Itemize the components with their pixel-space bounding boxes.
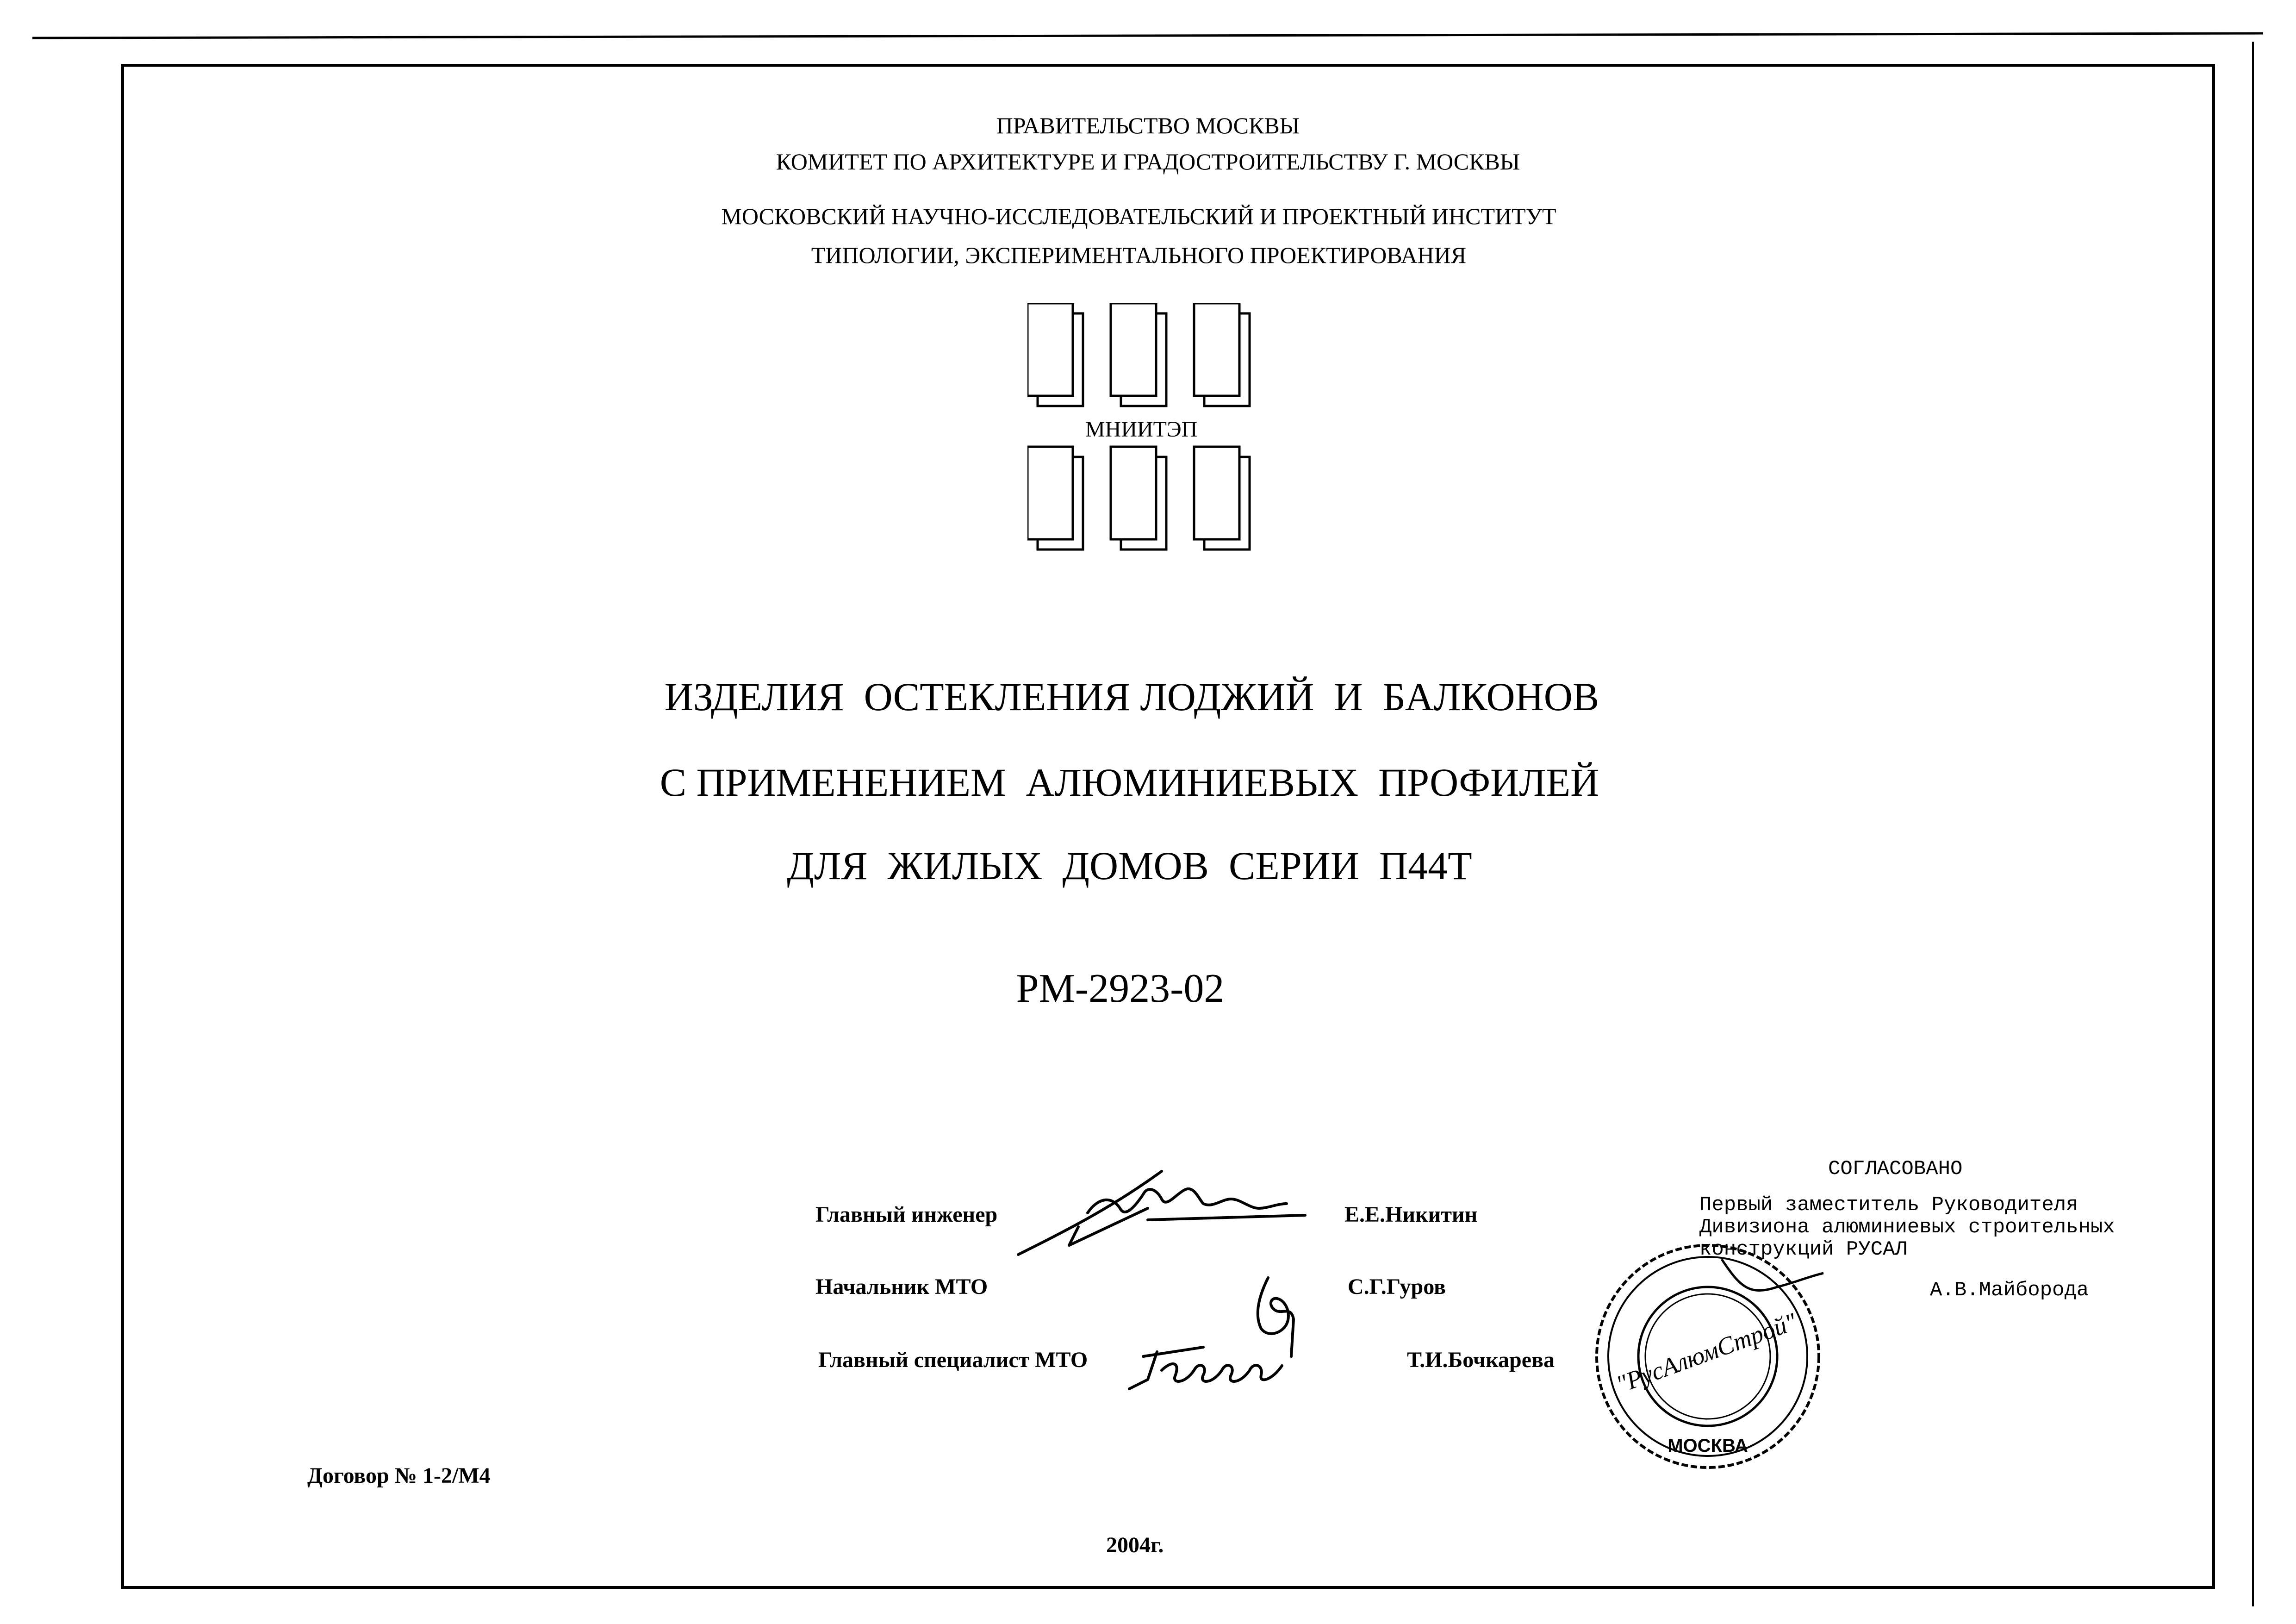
header-institute: МОСКОВСКИЙ НАУЧНО-ИССЛЕДОВАТЕЛЬСКИЙ И ПРОЕКТНЫЙ ИНСТИТУТ [721,203,1556,229]
stamp-city-text: МОСКВА [1668,1436,1748,1456]
handwritten-signatures-icon [1009,1139,1361,1426]
approval-heading: СОГЛАСОВАНО [1828,1157,1963,1181]
logo-text: МНИИТЭП [1085,417,1198,442]
signature-role-head-mto: Начальник МТО [815,1274,988,1299]
contract-number: Договор № 1-2/М4 [307,1463,491,1488]
title-line-2: С ПРИМЕНЕНИЕМ АЛЮМИНИЕВЫХ ПРОФИЛЕЙ [660,760,1599,805]
document-year: 2004г. [1106,1533,1164,1557]
approval-name: А.В.Майборода [1930,1279,2089,1302]
header-committee: КОМИТЕТ ПО АРХИТЕКТУРЕ И ГРАДОСТРОИТЕЛЬСТВУ Г. МОСКВЫ [776,149,1520,175]
document-code: РМ-2923-02 [1016,966,1225,1011]
title-line-3: ДЛЯ ЖИЛЫХ ДОМОВ СЕРИИ П44Т [787,843,1472,888]
approval-line-3: конструкций РУСАЛ [1699,1238,1907,1261]
signature-name-head-mto: С.Г.Гуров [1348,1274,1446,1299]
stamp-center-text: "РусАлюмСтрой" [1612,1307,1801,1399]
title-line-1: ИЗДЕЛИЯ ОСТЕКЛЕНИЯ ЛОДЖИЙ И БАЛКОНОВ [664,675,1599,719]
signature-name-chief-specialist: Т.И.Бочкарева [1407,1348,1555,1372]
signature-role-chief-specialist: Главный специалист МТО [818,1348,1088,1372]
header-institute-sub: ТИПОЛОГИИ, ЭКСПЕРИМЕНТАЛЬНОГО ПРОЕКТИРОВАНИЯ [811,242,1467,268]
approval-line-2: Дивизиона алюминиевых строительных [1699,1216,2115,1239]
company-stamp-icon [1583,1222,1833,1481]
signature-name-chief-engineer: Е.Е.Никитин [1344,1202,1478,1227]
approval-line-1: Первый заместитель Руководителя [1699,1193,2078,1217]
signature-role-chief-engineer: Главный инженер [815,1202,998,1227]
header-government: ПРАВИТЕЛЬСТВО МОСКВЫ [996,112,1300,138]
